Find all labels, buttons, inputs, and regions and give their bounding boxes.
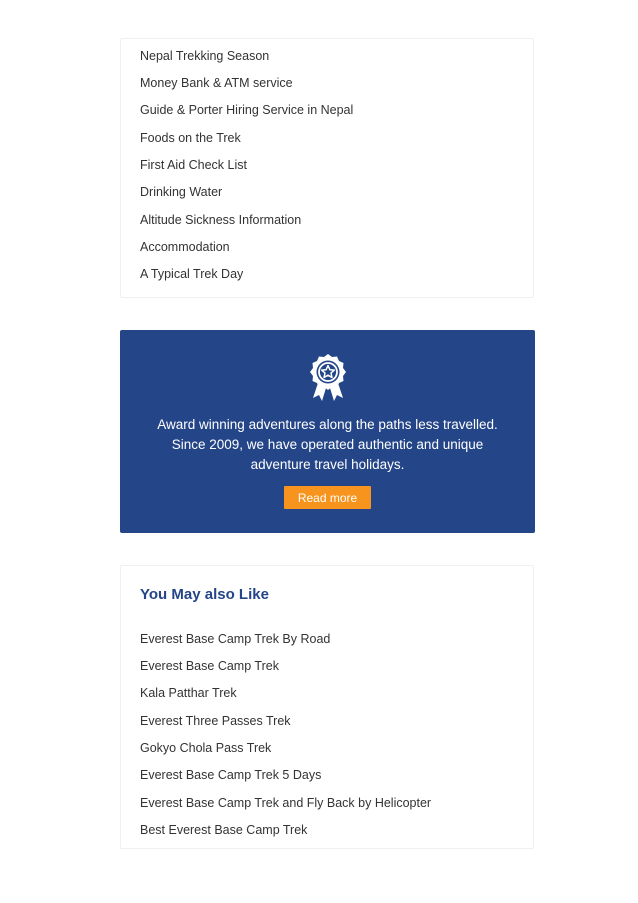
related-item-ebc-fly-back-heli[interactable]: Everest Base Camp Trek and Fly Back by Helicopter [140,796,432,810]
read-more-button[interactable]: Read more [284,486,371,509]
related-treks-card [120,565,534,849]
link-first-aid-checklist[interactable]: First Aid Check List [140,158,247,172]
trek-info-links-card [120,38,534,298]
related-item-kala-patthar[interactable]: Kala Patthar Trek [140,686,237,700]
related-treks-title: You May also Like [140,586,269,603]
award-banner [120,330,535,533]
link-money-bank-atm[interactable]: Money Bank & ATM service [140,76,293,90]
link-altitude-sickness[interactable]: Altitude Sickness Information [140,213,302,227]
related-item-three-passes[interactable]: Everest Three Passes Trek [140,714,291,728]
related-item-gokyo-chola-pass[interactable]: Gokyo Chola Pass Trek [140,741,272,755]
related-item-ebc-5-days[interactable]: Everest Base Camp Trek 5 Days [140,768,322,782]
related-item-ebc-trek[interactable]: Everest Base Camp Trek [140,659,279,673]
related-item-best-ebc[interactable]: Best Everest Base Camp Trek [140,823,308,837]
link-foods-on-trek[interactable]: Foods on the Trek [140,131,241,145]
link-nepal-trekking-season[interactable]: Nepal Trekking Season [140,49,270,63]
award-description: Award winning adventures along the paths less travelled. Since 2009, we have operated authentic and unique adventure travel holidays. [157,417,498,472]
related-item-ebc-by-road[interactable]: Everest Base Camp Trek By Road [140,632,331,646]
link-guide-porter-hiring[interactable]: Guide & Porter Hiring Service in Nepal [140,103,354,117]
link-drinking-water[interactable]: Drinking Water [140,185,223,199]
link-accommodation[interactable]: Accommodation [140,240,230,254]
link-typical-trek-day[interactable]: A Typical Trek Day [140,267,244,281]
award-ribbon-star-icon [309,353,347,403]
